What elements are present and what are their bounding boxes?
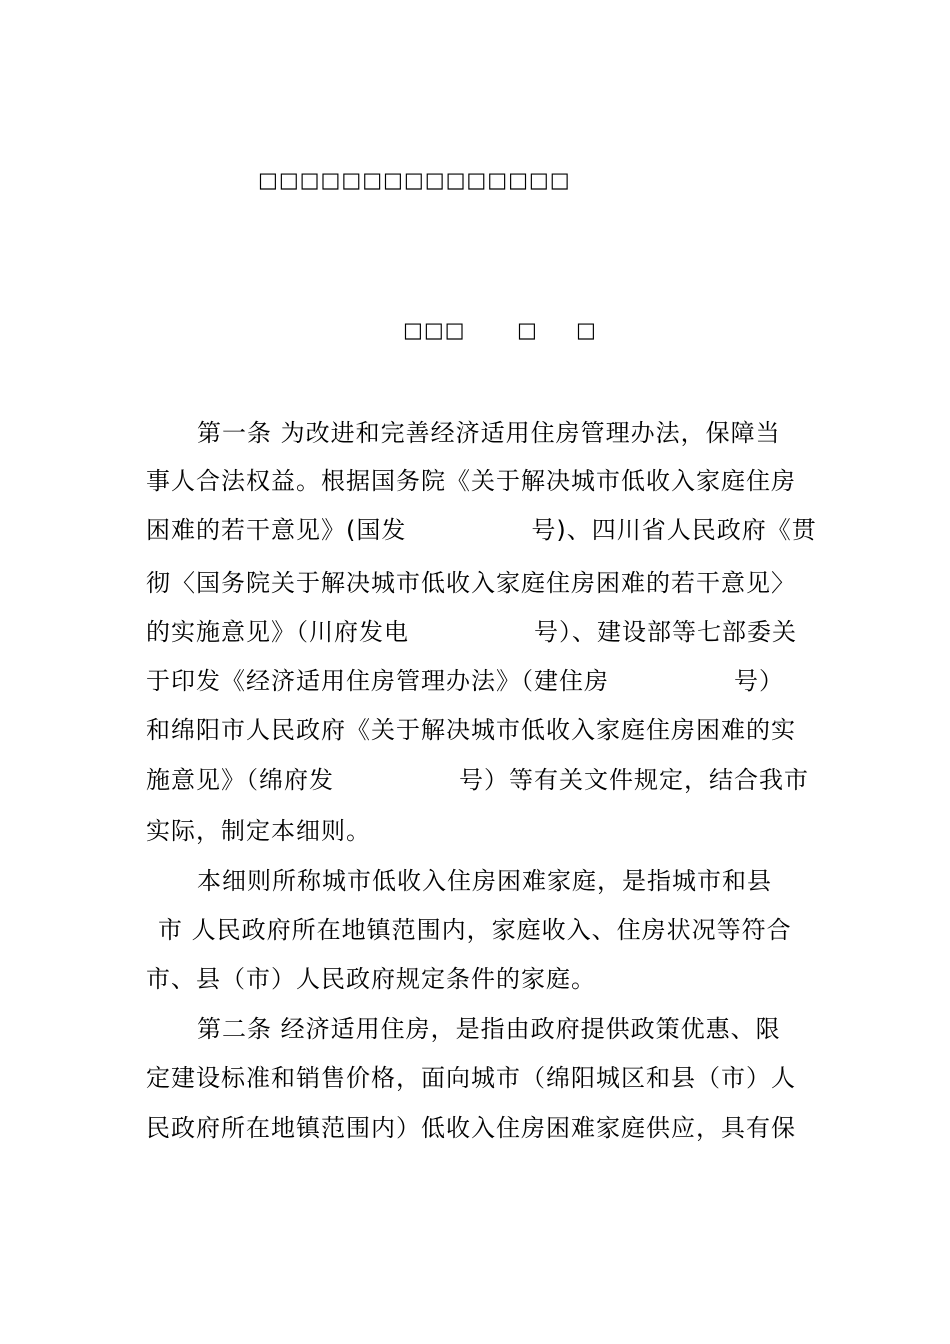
document-title: □□□□□□□□□□□□□□□ (258, 168, 571, 192)
article1-line-6: 于印发《经济适用住房管理办法》（建住房 号） (146, 667, 784, 695)
article1-line-7: 和绵阳市人民政府《关于解决城市低收入家庭住房困难的实 (146, 716, 796, 744)
article2-line-3: 民政府所在地镇范围内）低收入住房困难家庭供应，具有保 (146, 1114, 796, 1142)
article1-line-4: 彻〈国务院关于解决城市低收入家庭住房困难的若干意见〉 (146, 569, 796, 597)
article1-line-5: 的实施意见》（川府发电 号）、建设部等七部委关 (146, 618, 797, 646)
article1-line-3: 困难的若干意见》(国发 号)、四川省人民政府《贯 (146, 516, 817, 544)
article1-line-9: 实际，制定本细则。 (146, 817, 371, 845)
article2-line-1: 第二条 经济适用住房，是指由政府提供政策优惠、限 (197, 1015, 781, 1043)
article1-line-1: 第一条 为改进和完善经济适用住房管理办法，保障当 (197, 419, 781, 447)
article2-line-2: 定建设标准和销售价格，面向城市（绵阳城区和县（市）人 (146, 1064, 796, 1092)
chapter-heading-number: □□□ (403, 318, 466, 342)
chapter-heading-word-1: □ (517, 318, 537, 342)
article1-para2-line-3: 市、县（市）人民政府规定条件的家庭。 (146, 965, 596, 993)
article1-line-2: 事人合法权益。根据国务院《关于解决城市低收入家庭住房 (146, 467, 796, 495)
chapter-heading-word-2: □ (576, 318, 596, 342)
article1-para2-line-2: 市 人民政府所在地镇范围内，家庭收入、住房状况等符合 (158, 916, 792, 944)
article1-line-8: 施意见》（绵府发 号）等有关文件规定，结合我市 (146, 766, 809, 794)
article1-para2-line-1: 本细则所称城市低收入住房困难家庭，是指城市和县 (197, 867, 772, 895)
